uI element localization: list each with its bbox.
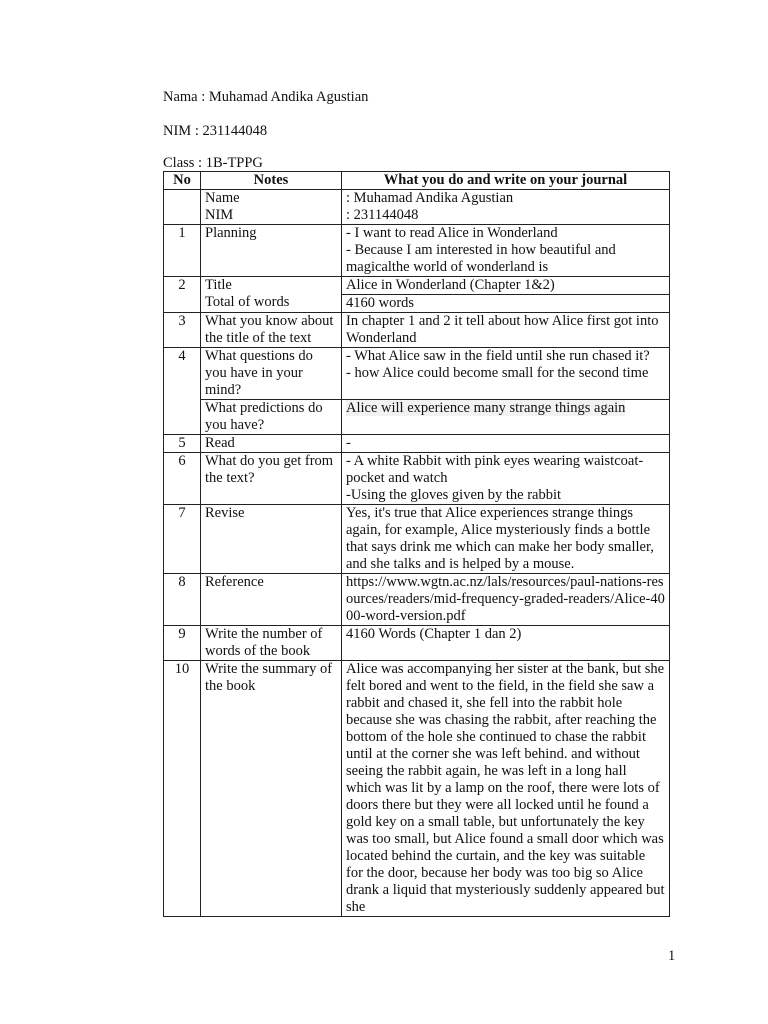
table-header-row xyxy=(164,172,670,190)
journal-table xyxy=(163,171,670,917)
row-notes xyxy=(201,190,342,225)
row-notes: Read xyxy=(201,435,342,453)
row-notes: Write the number of words of the book xyxy=(201,626,342,661)
row-notes xyxy=(201,277,342,313)
row-number: 7 xyxy=(164,505,201,574)
notes-line: Total of words xyxy=(205,294,290,310)
journal-prediction: Alice will experience many strange things again xyxy=(346,400,626,416)
row-number: 1 xyxy=(164,225,201,277)
row-number: 2 xyxy=(164,277,201,313)
journal-line: - What Alice saw in the field until she run chased it? xyxy=(346,348,650,364)
journal-nim-value: : 231144048 xyxy=(346,207,419,223)
journal-line: - Because I am interested in how beautiful and magicalthe world of wonderland is xyxy=(346,242,616,275)
notes-line: Title xyxy=(205,277,232,293)
header-no: No xyxy=(164,172,201,190)
journal-name-value: : Muhamad Andika Agustian xyxy=(346,190,514,206)
row-notes: Planning xyxy=(201,225,342,277)
reference-link[interactable]: https://www.wgtn.ac.nz/lals/resources/paul-nations-resources/readers/mid-frequency-graded-readers/Alice-4000-word-version.pdf xyxy=(342,574,670,626)
row-number: 3 xyxy=(164,313,201,348)
row-journal: In chapter 1 and 2 it tell about how Alice first got into Wonderland xyxy=(342,313,670,348)
student-class: Class : 1B-TPPG xyxy=(163,155,263,171)
table-row xyxy=(164,225,670,277)
student-name: Nama : Muhamad Andika Agustian xyxy=(163,89,369,105)
row-number: 5 xyxy=(164,435,201,453)
journal-line: - A white Rabbit with pink eyes wearing waistcoat-pocket and watch xyxy=(346,453,644,486)
table-row xyxy=(164,313,670,348)
row-notes: Revise xyxy=(201,505,342,574)
row-number: 6 xyxy=(164,453,201,505)
row-journal xyxy=(342,190,670,225)
row-journal: Yes, it's true that Alice experiences strange things again, for example, Alice mysteriously finds a bottle that says drink me which can make her body smaller, and she talks and is helped by a mouse. xyxy=(342,505,670,574)
row-notes: Reference xyxy=(201,574,342,626)
table-row xyxy=(164,661,670,917)
header-journal: What you do and write on your journal xyxy=(342,172,670,190)
row-journal xyxy=(342,277,670,313)
notes-nim-label: NIM xyxy=(205,207,234,223)
journal-line: - how Alice could become small for the second time xyxy=(346,365,649,381)
table-row xyxy=(164,453,670,505)
row-notes: What do you get from the text? xyxy=(201,453,342,505)
notes-name-label: Name xyxy=(205,190,240,206)
page-number: 1 xyxy=(668,948,676,964)
table-row xyxy=(164,626,670,661)
table-row xyxy=(164,190,670,225)
row-number: 8 xyxy=(164,574,201,626)
row-journal xyxy=(342,225,670,277)
table-row xyxy=(164,435,670,453)
row-journal: - xyxy=(342,435,670,453)
table-row xyxy=(164,348,670,400)
row-journal xyxy=(342,453,670,505)
table-row xyxy=(164,574,670,626)
table-row xyxy=(164,400,670,435)
student-nim: NIM : 231144048 xyxy=(163,123,268,139)
journal-title-value: Alice in Wonderland (Chapter 1&2) xyxy=(342,277,669,295)
row-journal: 4160 Words (Chapter 1 dan 2) xyxy=(342,626,670,661)
journal-line: -Using the gloves given by the rabbit xyxy=(346,487,562,503)
journal-line: - I want to read Alice in Wonderland xyxy=(346,225,558,241)
row-notes: Write the summary of the book xyxy=(201,661,342,917)
header-notes: Notes xyxy=(201,172,342,190)
row-journal xyxy=(342,348,670,400)
row-journal xyxy=(342,400,670,435)
row-number xyxy=(164,190,201,225)
row-notes: What you know about the title of the text xyxy=(201,313,342,348)
journal-words-value: 4160 words xyxy=(346,295,415,311)
row-notes: What questions do you have in your mind? xyxy=(201,348,342,400)
row-number: 10 xyxy=(164,661,201,917)
row-number: 9 xyxy=(164,626,201,661)
row-journal: Alice was accompanying her sister at the bank, but she felt bored and went to the field, in the field she saw a rabbit and chased it, she fell into the rabbit hole because she was chasing the rabbit, after reaching the bottom of the hole she continued to chase the rabbit until at the corner she was left behind. and without seeing the rabbit again, he was left in a long hall which was lit by a lamp on the roof, there were lots of doors there but they were all locked until he found a gold key on a small table, but unfortunately the key was too small, but Alice found a small door which was located behind the curtain, and the key was suitable for the door, because her body was too big so Alice drank a liquid that mysteriously suddenly appeared but she xyxy=(342,661,670,917)
table-row xyxy=(164,277,670,313)
row-number: 4 xyxy=(164,348,201,435)
table-row xyxy=(164,505,670,574)
row-notes: What predictions do you have? xyxy=(201,400,342,435)
